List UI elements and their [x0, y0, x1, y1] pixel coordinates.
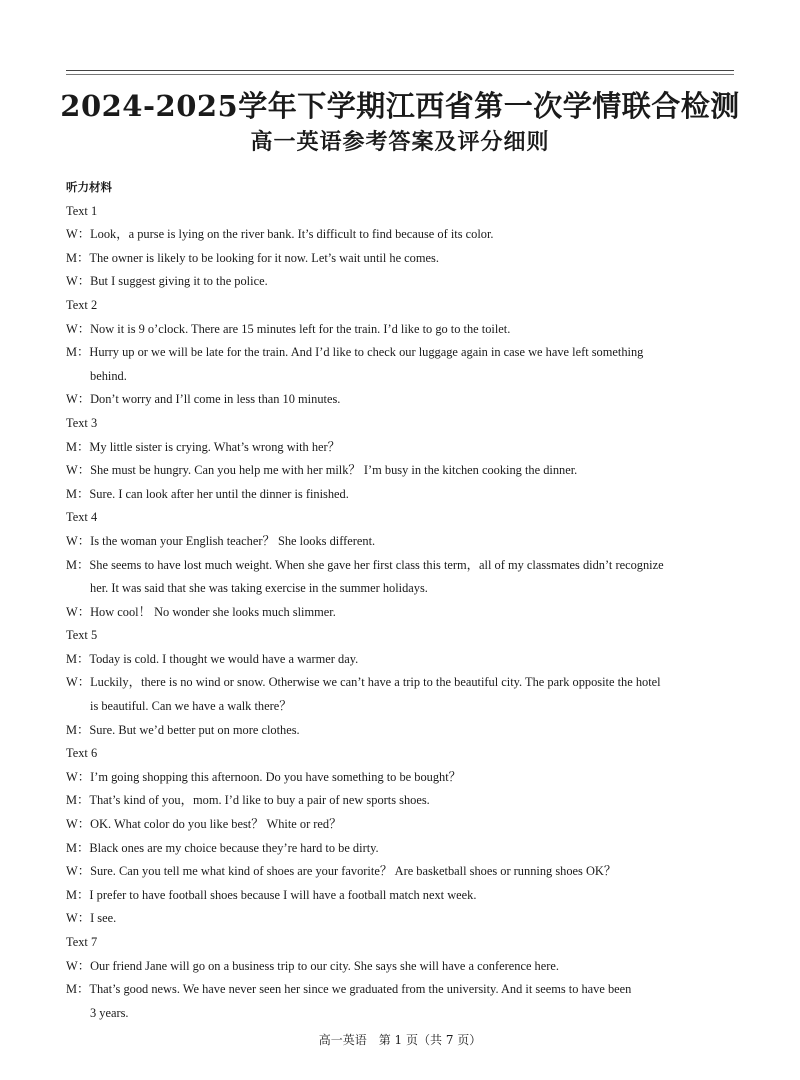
dialogue-line: M：I prefer to have football shoes because I will have a football match next week. — [66, 887, 477, 902]
dialogue-line: M：Sure. But we’d better put on more clothes. — [66, 722, 300, 737]
document-subtitle: 高一英语参考答案及评分细则 — [250, 130, 550, 155]
text-heading: Text 1 — [66, 203, 98, 218]
dialogue-continuation: 3 years. — [90, 1005, 129, 1020]
text-heading: Text 6 — [66, 746, 98, 761]
dialogue-line: M：Hurry up or we will be late for the train. And I’d like to check our luggage again in case we have left something — [66, 345, 644, 360]
dialogue-continuation: behind. — [90, 368, 127, 383]
text-heading: Text 4 — [66, 510, 98, 525]
dialogue-line: W：Look，a purse is lying on the river bank. It’s difficult to find because of its color. — [66, 227, 494, 242]
dialogue-line: W：Our friend Jane will go on a business trip to our city. She says she will have a conference here. — [66, 958, 559, 973]
dialogue-line: M：That’s kind of you，mom. I’d like to buy a pair of new sports shoes. — [66, 793, 430, 808]
dialogue-line: W：Is the woman your English teacher？ She looks different. — [66, 533, 376, 548]
page-footer: 高一英语 第 1 页（共 7 页） — [318, 1033, 482, 1047]
dialogue-line: W：I see. — [66, 911, 117, 926]
text-heading: Text 5 — [66, 628, 98, 643]
dialogue-line: W：Luckily，there is no wind or snow. Otherwise we can’t have a trip to the beautiful city. The park opposite the hotel — [66, 675, 661, 690]
dialogue-line: M：That’s good news. We have never seen her since we graduated from the university. And it seems to have been — [66, 982, 632, 997]
dialogue-line: W：How cool！ No wonder she looks much slimmer. — [66, 604, 336, 619]
dialogue-line: W：But I suggest giving it to the police. — [66, 274, 268, 289]
dialogue-line: W：She must be hungry. Can you help me with her milk？ I’m busy in the kitchen cooking the dinner. — [66, 463, 578, 478]
text-heading: Text 7 — [66, 935, 98, 949]
dialogue-line: W：Don’t worry and I’ll come in less than 10 minutes. — [66, 392, 341, 407]
header-rule — [66, 70, 734, 71]
dialogue-line: M：Sure. I can look after her until the dinner is finished. — [66, 486, 349, 501]
dialogue-line: W：OK. What color do you like best？ White or red？ — [66, 817, 342, 832]
dialogue-line: M：Black ones are my choice because they’re hard to be dirty. — [66, 840, 379, 855]
dialogue-line: M：The owner is likely to be looking for it now. Let’s wait until he comes. — [66, 250, 439, 265]
dialogue-line: W：Now it is 9 o’clock. There are 15 minutes left for the train. I’d like to go to the toilet. — [66, 321, 511, 336]
document-title: 2024-2025学年下学期江西省第一次学情联合检测 — [60, 89, 740, 123]
transcript-lines — [66, 200, 736, 1026]
dialogue-line: M：Today is cold. I thought we would have a warmer day. — [66, 651, 359, 666]
dialogue-line: W：I’m going shopping this afternoon. Do you have something to be bought？ — [66, 769, 462, 784]
dialogue-continuation: her. It was said that she was taking exercise in the summer holidays. — [90, 581, 428, 596]
dialogue-line: M：She seems to have lost much weight. When she gave her first class this term，all of my classmates didn’t recognize — [66, 557, 664, 572]
text-heading: Text 3 — [66, 415, 98, 430]
header-rule-secondary — [66, 74, 734, 75]
text-heading: Text 2 — [66, 297, 98, 312]
dialogue-line: M：My little sister is crying. What’s wrong with her？ — [66, 439, 341, 454]
listening-transcript — [66, 176, 736, 1025]
section-label: 听力材料 — [66, 180, 112, 194]
dialogue-continuation: is beautiful. Can we have a walk there？ — [90, 699, 292, 714]
dialogue-line: W：Sure. Can you tell me what kind of shoes are your favorite？ Are basketball shoes or running shoes OK？ — [66, 864, 617, 879]
